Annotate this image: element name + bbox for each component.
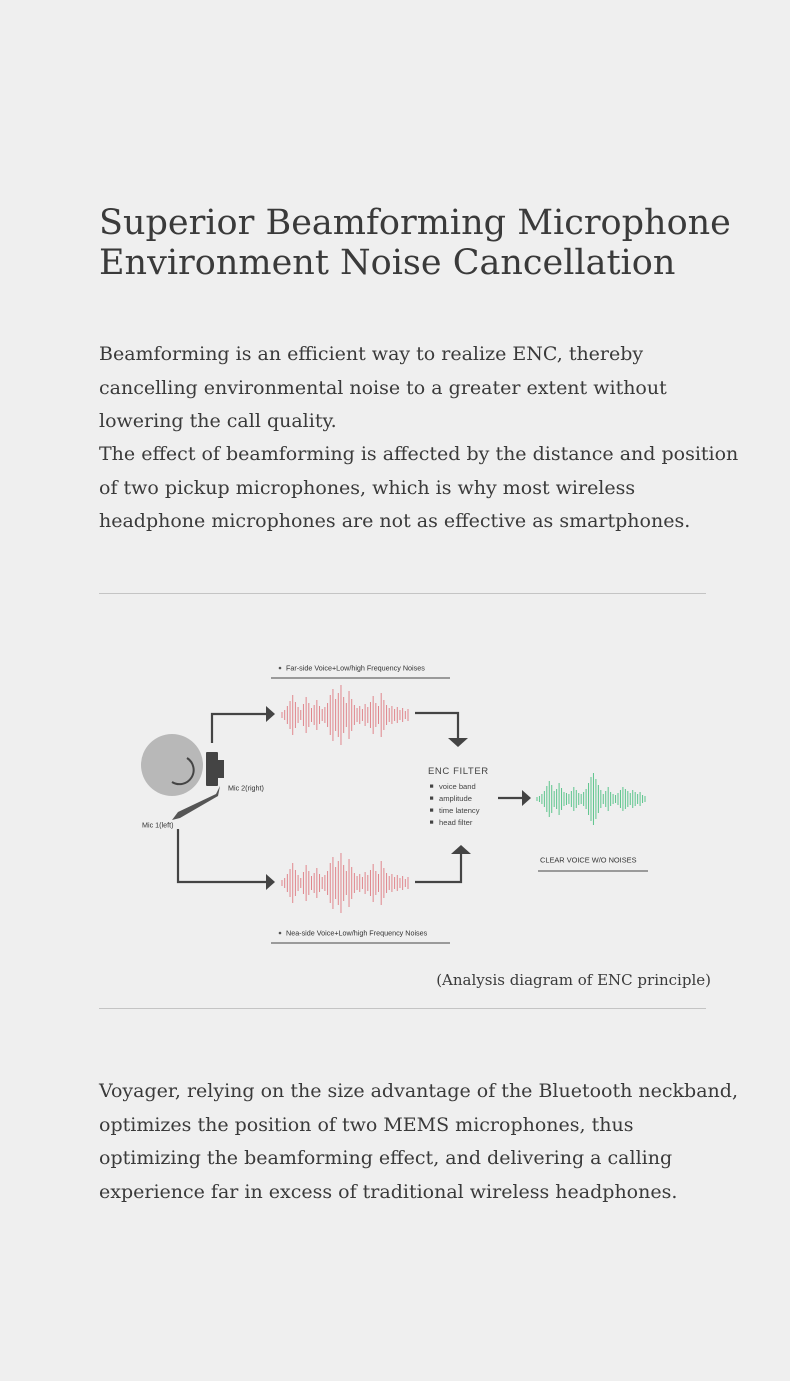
divider-bottom xyxy=(99,1008,706,1009)
clean-voice-waveform xyxy=(537,773,645,825)
enc-filter-title: ENC FILTER xyxy=(428,766,489,777)
near-label-bullet xyxy=(279,932,282,935)
filter-item-bullet xyxy=(430,785,433,788)
filter-item-bullet xyxy=(430,797,433,800)
far-side-waveform xyxy=(282,685,408,745)
enc-filter-list xyxy=(430,782,480,827)
mic2-arrow-line xyxy=(212,714,268,743)
mic1-arrow-head xyxy=(266,874,275,890)
mic1-arrow-line xyxy=(178,829,268,882)
voyager-paragraph: Voyager, relying on the size advantage of the Bluetooth neckband, optimizes the position of two MEMS microphones, thus optimizing the beamforming effect, and delivering a calling experience far in excess of traditional wireless headphones. xyxy=(99,1080,738,1203)
near-side-waveform xyxy=(282,853,408,913)
mic2-label: Mic 2(right) xyxy=(228,783,264,793)
diagram-caption: (Analysis diagram of ENC principle) xyxy=(436,971,711,989)
bottom-to-filter-arrow xyxy=(451,845,471,854)
enc-diagram xyxy=(0,600,790,960)
intro-paragraph: Beamforming is an efficient way to realize ENC, thereby cancelling environmental noise to a greater extent without lowering the call quality. xyxy=(99,343,667,432)
filter-item-bullet xyxy=(430,809,433,812)
near-side-label: Nea-side Voice+Low/high Frequency Noises xyxy=(286,928,428,938)
far-side-label: Far-side Voice+Low/high Frequency Noises xyxy=(286,663,425,673)
title-line-2: Environment Noise Cancellation xyxy=(99,243,676,283)
filter-item-bullet xyxy=(430,821,433,824)
output-label: CLEAR VOICE W/O NOISES xyxy=(540,855,637,865)
effect-paragraph: The effect of beamforming is affected by the distance and position of two pickup microphones, which is why most wireless headphone microphones are not as effective as smartphones. xyxy=(99,443,739,532)
mic2-arrow-head xyxy=(266,706,275,722)
output-arrow-head xyxy=(522,790,531,806)
page-title xyxy=(99,203,739,283)
filter-item-amplitude: amplitude xyxy=(439,794,472,803)
far-label-bullet xyxy=(279,667,282,670)
filter-item-voice-band: voice band xyxy=(439,782,476,791)
bottom-to-filter-line xyxy=(415,853,461,882)
divider-top xyxy=(99,593,706,594)
mic2-body xyxy=(206,752,218,786)
mic1-label: Mic 1(left) xyxy=(142,820,174,830)
title-line-1: Superior Beamforming Microphone xyxy=(99,203,731,243)
filter-item-time-latency: time latency xyxy=(439,806,480,815)
top-to-filter-arrow xyxy=(448,738,468,747)
mic2-tip xyxy=(218,760,224,778)
filter-item-head-filter: head filter xyxy=(439,818,473,827)
top-to-filter-line xyxy=(415,713,458,739)
